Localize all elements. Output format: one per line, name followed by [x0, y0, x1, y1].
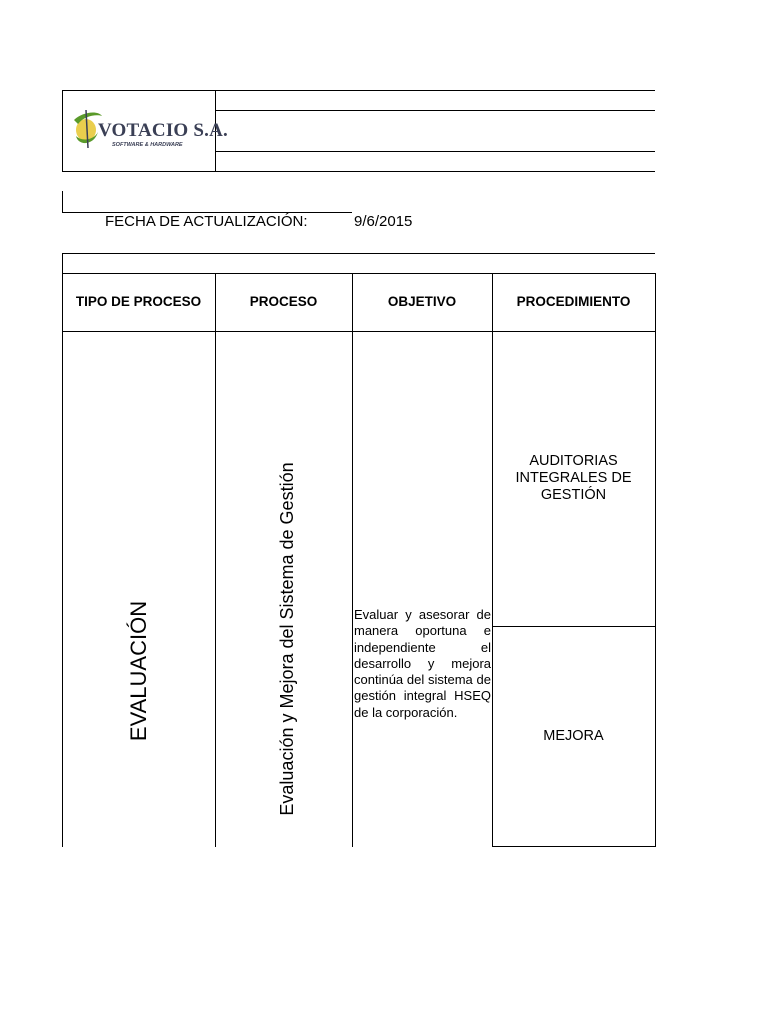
procedimiento-auditorias: AUDITORIAS INTEGRALES DE GESTIÓN — [515, 453, 632, 503]
column-header-procedimiento: PROCEDIMIENTO — [516, 294, 631, 309]
column-header-proceso: PROCESO — [249, 294, 318, 309]
tipo-de-proceso-cell: EVALUACIÓN — [126, 600, 151, 742]
logo-company-name: VOTACIO S.A. — [98, 120, 228, 141]
logo-tagline: SOFTWARE & HARDWARE — [112, 142, 183, 148]
proceso-cell: Evaluación y Mejora del Sistema de Gestión — [277, 462, 297, 816]
objetivo-cell: Evaluar y asesorar de manera oportuna e independiente el desarrollo y mejora continúa del sistema de gestión integral HSEQ de la corporación. — [354, 607, 491, 720]
update-date-label: FECHA DE ACTUALIZACIÓN: — [105, 213, 308, 230]
procedimiento-mejora: MEJORA — [543, 728, 604, 744]
column-header-objetivo: OBJETIVO — [387, 294, 457, 309]
column-header-tipo-de-proceso: TIPO DE PROCESO — [75, 294, 202, 309]
update-date-value: 9/6/2015 — [354, 213, 413, 230]
